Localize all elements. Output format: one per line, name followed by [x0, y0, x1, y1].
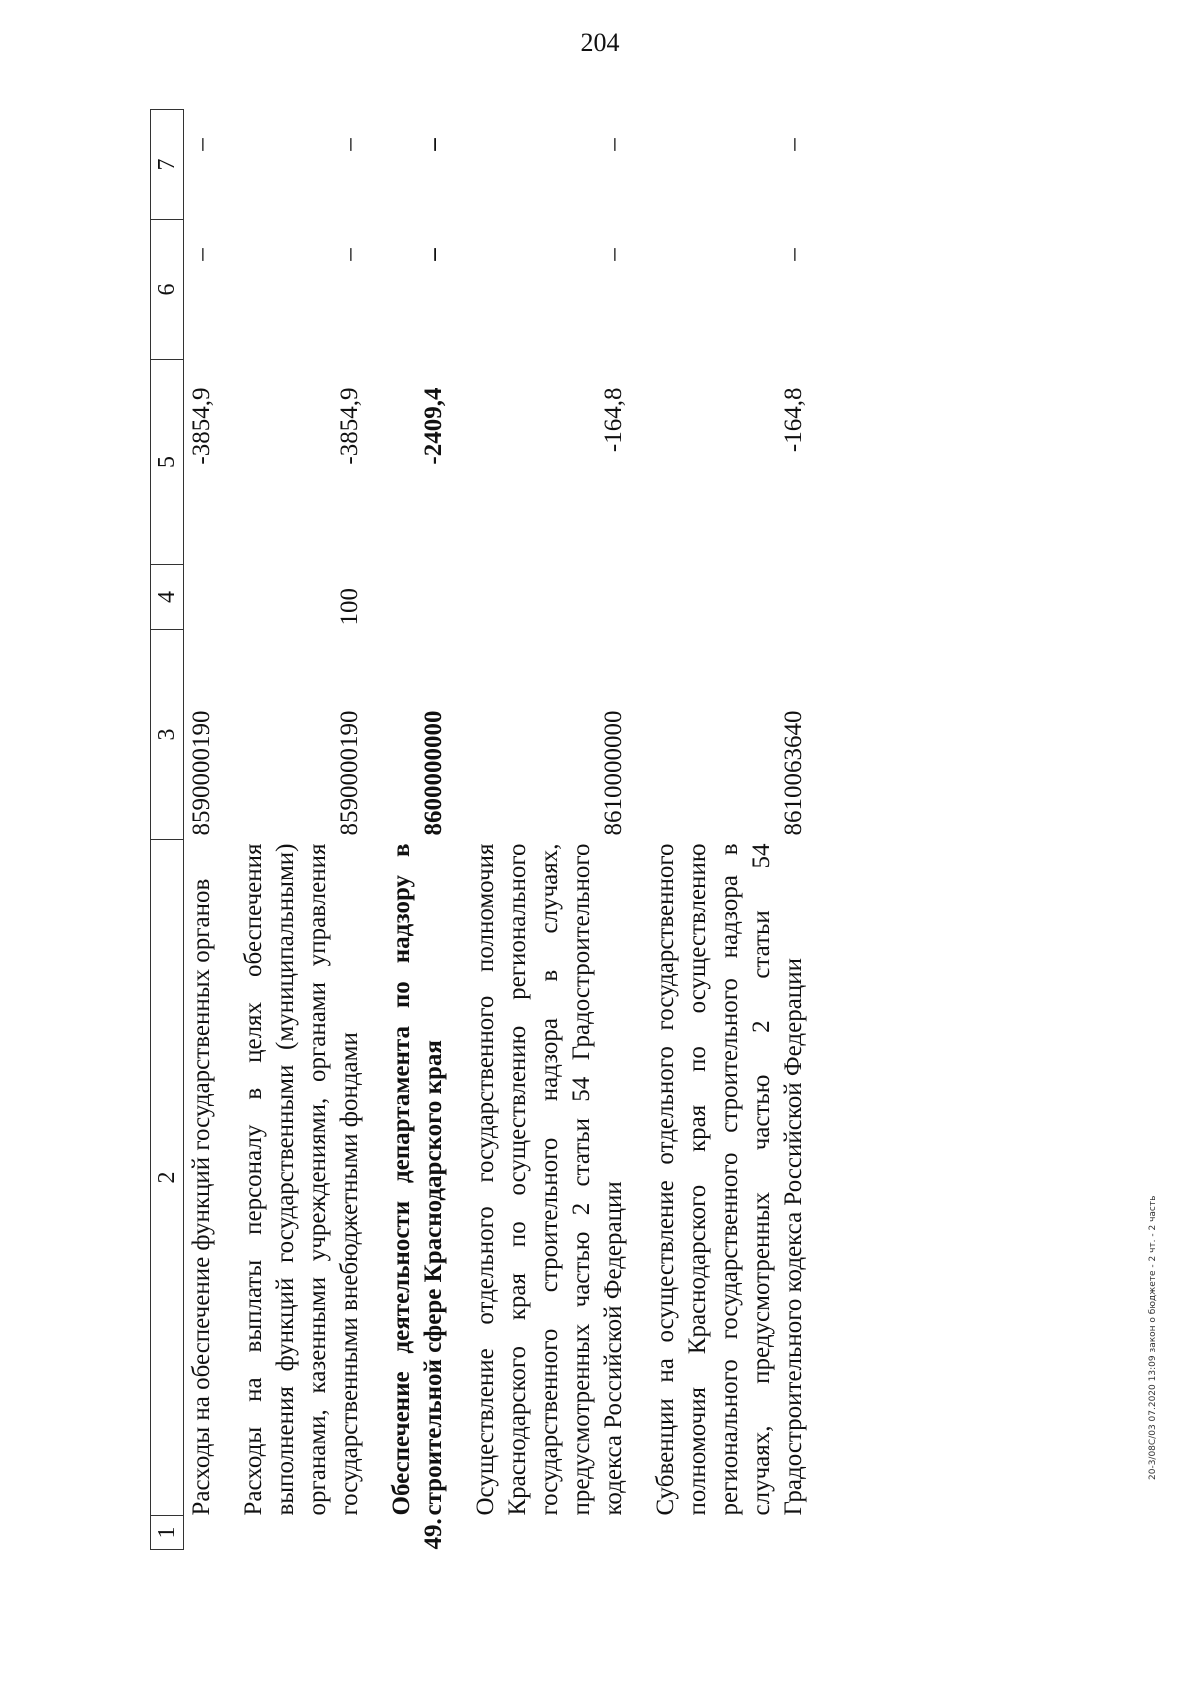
page-number: 204: [580, 28, 620, 57]
row-col7: –: [336, 138, 363, 151]
row-number: [460, 1516, 640, 1550]
header-col-6: 6: [151, 220, 184, 360]
row-name: Расходы на выплаты персоналу в целях обеспечения выполнения функций государственными (муниципальными) органами, казенными учреждениями, органами управления государственными внебюджетными фондами: [240, 843, 363, 1516]
table-row: [376, 110, 460, 1550]
row-number: [640, 1516, 820, 1550]
row-type: [184, 565, 229, 630]
row-name: Субвенции на осуществление отдельного государственного полномочия Краснодарского края по осуществлению регионального государственного строительного надзора в случаях, предусмотренных частью 2 статьи 54 Градостроительного кодекса Российской Федерации: [652, 843, 807, 1516]
row-name: Обеспечение деятельности департамента по надзору в строительной сфере Краснодарского края: [388, 843, 447, 1516]
row-col6: –: [420, 248, 447, 261]
row-code: 8610063640: [780, 710, 807, 836]
row-code: 8590000190: [188, 710, 215, 836]
row-col6: –: [336, 248, 363, 261]
row-type: [376, 565, 460, 630]
row-col7: –: [420, 138, 447, 151]
budget-table: [150, 109, 820, 1550]
row-col6: –: [600, 248, 627, 261]
header-col-2: 2: [151, 840, 184, 1516]
row-name: Осуществление отдельного государственного полномочия Краснодарского края по осуществлению регионального государственного строительного надзора в случаях, предусмотренных частью 2 статьи 54 Градостроительного кодекса Российской Федерации: [472, 843, 627, 1516]
row-col7: –: [780, 138, 807, 151]
row-amount: -164,8: [780, 387, 807, 453]
row-type: [640, 565, 820, 630]
header-col-4: 4: [151, 565, 184, 630]
header-col-3: 3: [151, 630, 184, 840]
table-header-row: [151, 110, 184, 1550]
table-row: [460, 110, 640, 1550]
row-amount: -3854,9: [188, 387, 215, 465]
row-number: 49.: [420, 1518, 447, 1550]
row-col7: –: [188, 138, 215, 151]
row-number: [228, 1516, 376, 1550]
row-amount: -2409,4: [420, 387, 447, 465]
row-number: [184, 1516, 229, 1550]
header-col-5: 5: [151, 360, 184, 565]
header-col-1: 1: [151, 1516, 184, 1550]
row-type: 100: [336, 588, 363, 626]
table-row: [640, 110, 820, 1550]
row-name: Расходы на обеспечение функций государственных органов: [188, 878, 215, 1516]
header-col-7: 7: [151, 110, 184, 220]
table-row: [184, 110, 229, 1550]
row-code: 8600000000: [420, 710, 447, 836]
row-amount: -164,8: [600, 387, 627, 453]
row-type: [460, 565, 640, 630]
row-col6: –: [780, 248, 807, 261]
footer-file-stamp: 20-3/08С/03 07.2020 13:09 закон о бюджете - 2 чт. - 2 часть: [1148, 1195, 1158, 1480]
row-code: 8610000000: [600, 710, 627, 836]
budget-table-rotated: [150, 110, 1070, 1550]
row-col7: –: [600, 138, 627, 151]
row-amount: -3854,9: [336, 387, 363, 465]
row-col6: –: [188, 248, 215, 261]
row-code: 8590000190: [336, 710, 363, 836]
table-row: [228, 110, 376, 1550]
